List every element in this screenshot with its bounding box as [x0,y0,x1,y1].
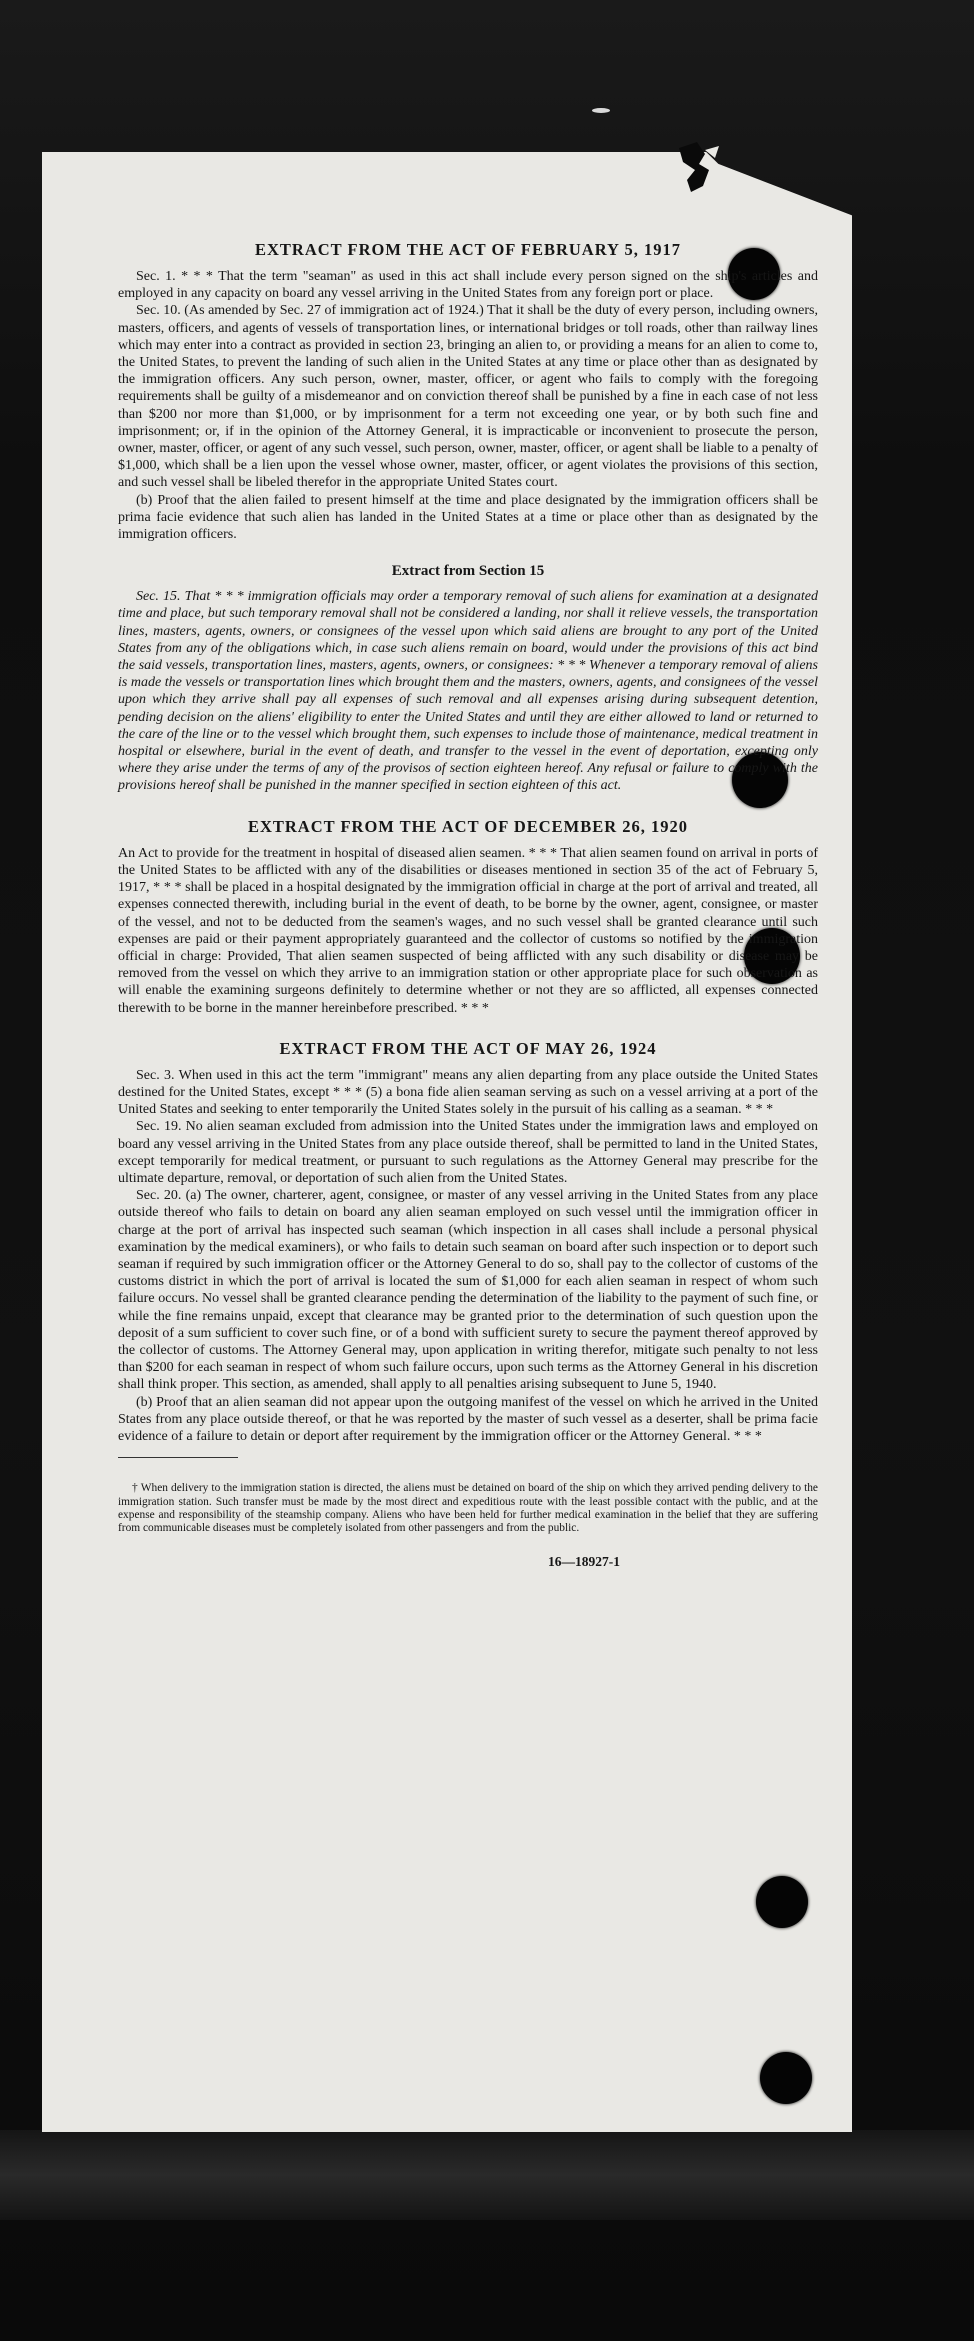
section-heading: EXTRACT FROM THE ACT OF DECEMBER 26, 1920 [247,816,689,836]
paragraph: Sec. 10. (As amended by Sec. 27 of immigration act of 1924.) That it shall be the duty of every person, including owners, masters, officers, and agents of vessels of transportation lines, or international bridges or toll roads, other than railway lines which may enter into a contract as provided in section 23, bringing an alien to, or providing a means for an alien to come to, the United States, to prevent the landing of such alien in the United States at any time or place other than as designated by the immigration officers. Any such person, owner, master, officer, or agent who fails to comply with the foregoing requirements shall be guilty of a misdemeanor and on conviction thereof shall be punished by a fine in each case of not less than $200 nor more than $1,000, or by imprisonment for a term not exceeding one year, or by both such fine and imprisonment; or, if in the opinion of the Attorney General, it is impracticable or inconvenient to prosecute the person, owner, master, officer, or agent of any such vessel, such person, owner, master, officer, or agent shall be liable to a penalty of $1,000, which shall be a lien upon the vessel whose owner, master, officer, or agent violates the provisions of this section, and such vessel shall be libeled therefor in the appropriate United States court. [118,303,818,491]
form-number: 16—18927-1 [548,1553,620,1569]
scan-bottom-band [0,2130,974,2220]
paragraph: (b) Proof that an alien seaman did not appear upon the outgoing manifest of the vessel on which he arrived in the United States from any place outside thereof, or that he was reported by the master of such vessel as a deserter, shall be prima facie evidence of a failure to detain or deport after requirement by the immigration officer or the Attorney General. * * * [118,1394,818,1444]
section-heading: EXTRACT FROM THE ACT OF FEBRUARY 5, 1917 [255,240,681,259]
paragraph: Sec. 19. No alien seaman excluded from admission into the United States under the immigration laws and employed on board any vessel arriving in the United States from any place outside thereof, shall be permitted to land in the United States, except temporarily for medical treatment, or pursuant to such regulations as the Attorney General may prescribe for the ultimate departure, removal, or deportation of such alien from the United States. [118,1119,818,1186]
paragraph: Sec. 3. When used in this act the term "immigrant" means any alien departing from any place outside the United States destined for the United States, except * * * (5) a bona fide alien seaman serving as such on a vessel arriving at a port of the United States and seeking to enter temporarily the United States solely in the pursuit of his calling as a seaman. * * * [118,1067,818,1118]
document-text [118,240,818,1570]
section-heading: EXTRACT FROM THE ACT OF MAY 26, 1924 [279,1038,657,1058]
scanner-speck [592,108,610,113]
footnote: † When delivery to the immigration station is directed, the aliens must be detained on board of the ship on which they arrived pending delivery to the immigration station. Such transfer must be made by the most direct and expeditious route with the least possible contact with the public, and at the expense and responsibility of the steamship company. Aliens who have been held for further medical examination in the belief that they are suffering from communicable diseases must be completely isolated from other passengers and from the public. [118,1482,818,1535]
section-subheading: Extract from Section 15 [391,563,545,580]
punch-hole [760,2052,812,2104]
paragraph: (b) Proof that the alien failed to present himself at the time and place designated by the immigration officers shall be prima facie evidence that such alien has landed in the United States at a time or place other than as designated by the immigration officers. [118,492,818,543]
punch-hole [756,1876,808,1928]
paragraph: Sec. 15. That * * * immigration officials may order a temporary removal of such aliens for examination at a designated time and place, but such temporary removal shall not be considered a landing, nor shall it relieve vessels, the transportation lines, masters, agents, owners, or consignees of the vessel upon which said aliens are brought to any port of the United States from any of the obligations which, in case such aliens remain on board, would under the provisions of this act bind the said vessels, transportation lines, masters, agents, owners, or consignees: * * * Whenever a temporary removal of aliens is made the vessels or transportation lines which brought them and the masters, owners, agents, and consignees of the vessel upon which they arrive shall pay all expenses of such removal and all expenses arising during subsequent detention, pending decision on the aliens' eligibility to enter the United States and until they are either allowed to land or returned to the care of the line or to the vessel which brought them, such expenses to include those of maintenance, medical treatment in hospital or elsewhere, burial in the event of death, and transfer to the vessel in the event of deportation, excepting only where they arise under the terms of any of the provisos of section eighteen hereof. Any refusal or failure to comply with the provisions hereof shall be punished in the manner specified in section eighteen of this act. [118,589,818,794]
paragraph: An Act to provide for the treatment in hospital of diseased alien seamen. * * * That alien seamen found on arrival in ports of the United States to be afflicted with any of the disabilities or diseases mentioned in section 35 of the act of February 5, 1917, * * * shall be placed in a hospital designated by the immigration official in charge at the port of arrival and treated, all expenses connected therewith, including burial in the event of death, to be borne by the owner, agent, consignee, or master of the vessel, and not to be deducted from the seamen's wages, and no such vessel shall be granted clearance until such expenses are paid or their payment appropriately guaranteed and the collector of customs so notified by the immigration official in charge: Provided, That alien seamen suspected of being afflicted with any such disability or disease may be removed from the vessel on which they arrive to an immigration station or other appropriate place for such observation as will enable the examining surgeons definitely to determine whether or not they are so afflicted, all expenses connected therewith to be borne in the manner hereinbefore prescribed. * * * [118,845,818,1016]
torn-corner-mark [675,140,735,220]
footnote-divider [118,1457,238,1458]
paragraph: Sec. 1. * * * That the term "seaman" as used in this act shall include every person signed on the ship's articles and employed in any capacity on board any vessel arriving in the United States from any foreign port or place. [118,269,818,302]
paragraph: Sec. 20. (a) The owner, charterer, agent, consignee, or master of any vessel arriving in the United States from any place outside thereof who fails to detain on board any alien seaman employed on such vessel until the immigration officer in charge at the port of arrival has inspected such seaman (which inspection in all cases shall include a personal physical examination by the medical examiners), or who fails to detain such seaman on board after such inspection or to deport such seaman if required by such immigration officer or the Attorney General to do so, shall pay to the collector of customs of the customs district in which the port of arrival is located the sum of $1,000 for each alien seaman in respect of whom such failure occurs. No vessel shall be granted clearance pending the determination of the liability to the payment of such fine, or while the fine remains unpaid, except that clearance may be granted prior to the determination of such question upon the deposit of a sum sufficient to cover such fine, or of a bond with sufficient surety to secure the payment thereof approved by the collector of customs. The Attorney General may, upon application in writing therefor, mitigate such penalty to not less than $200 for each seaman in respect of whom such failure occurs, upon such terms as the Attorney General in his discretion shall think proper. This section, as amended, shall apply to all penalties arising subsequent to June 5, 1940. [118,1188,818,1393]
